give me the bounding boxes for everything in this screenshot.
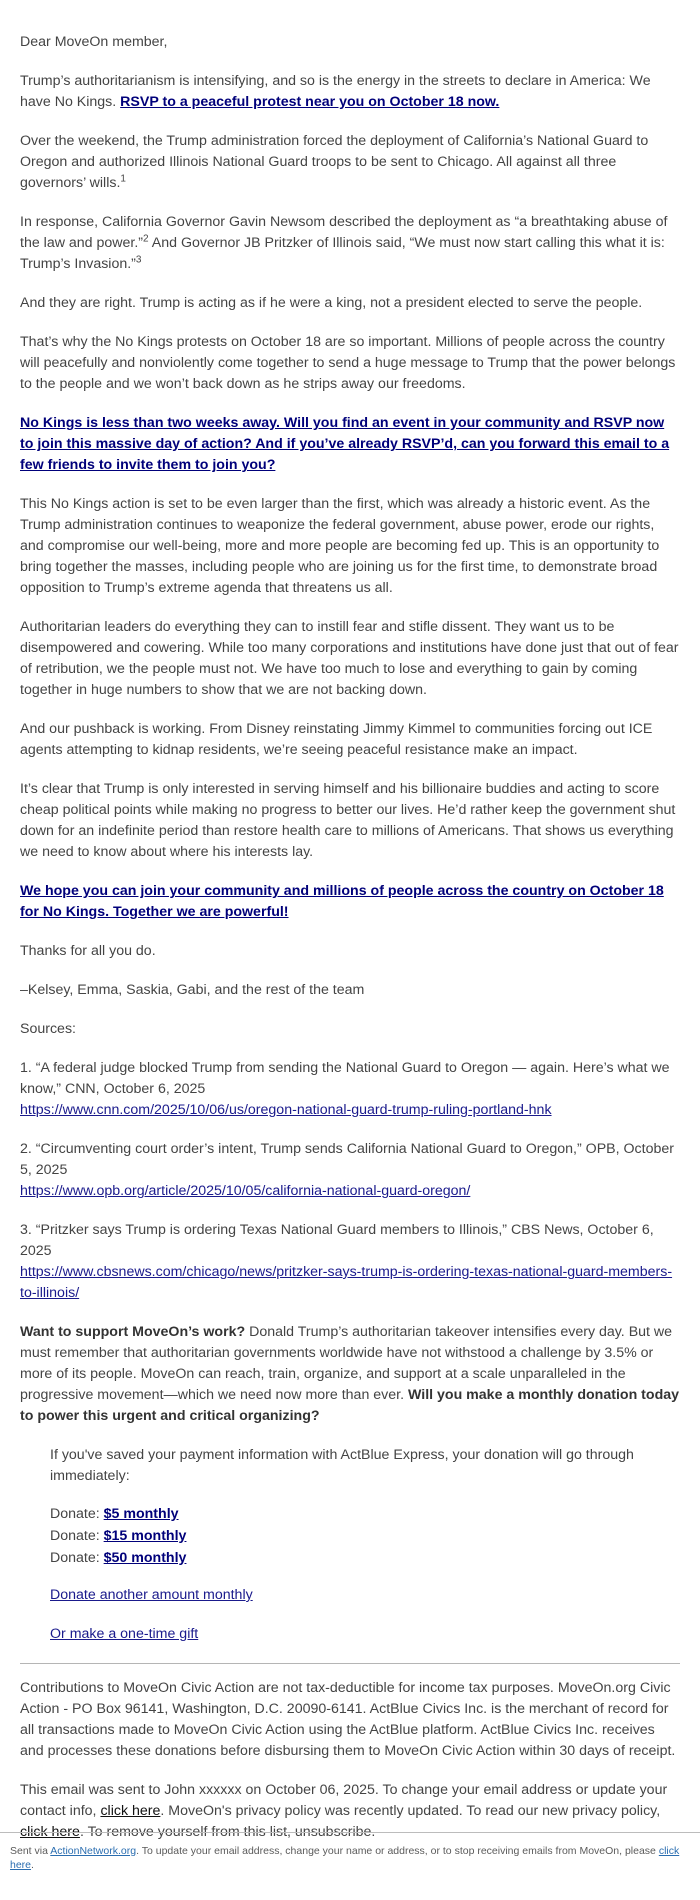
support-paragraph bbox=[20, 1322, 680, 1427]
footer-text-b: . MoveOn's privacy policy was recently updated. To read our new privacy policy, bbox=[160, 1803, 661, 1819]
response-text-a: In response, California Governor Gavin Newsom described the deployment as “a breathtaking abuse of the law and power.” bbox=[20, 214, 668, 251]
legal-disclaimer: Contributions to MoveOn Civic Action are not tax-deductible for income tax purposes. MoveOn.org Civic Action - PO Box 96141, Washington, D.C. 20090-6141. ActBlue Civics Inc. is the merchant of record for all transactions made to MoveOn Civic Action using the ActBlue platform. ActBlue Civics Inc. receives and processes these donations before disbursing them to MoveOn Civic Action within 30 days of receipt. bbox=[20, 1680, 676, 1759]
donate-15-monthly-link[interactable]: $15 monthly bbox=[103, 1528, 187, 1544]
sent-middle: . To update your email address, change your name or address, or to stop receiving emails from MoveOn, please bbox=[136, 1845, 659, 1857]
sources-label: Sources: bbox=[20, 1021, 76, 1037]
support-body: Donald Trump’s authoritarian takeover intensifies every day. But we must remember that authoritarian governments worldwide have not withstood a challenge by 3.5% or more of its people. MoveOn can reach, train, organize, and support at a scale unparalleled in the progressive movement—which we need now more than ever. bbox=[20, 1324, 673, 1403]
donate-5-monthly-link[interactable]: $5 monthly bbox=[103, 1506, 179, 1522]
donate-50-monthly-link[interactable]: $50 monthly bbox=[103, 1550, 187, 1566]
larger-action-paragraph: This No Kings action is set to be even larger than the first, which was already a historic event. As the Trump administration continues to weaponize the federal government, abuse power, erode our rights, and compromise our well-being, more and more people are becoming fed up. This is an opportunity to bring together the masses, including people who are joining us for the first time, to demonstrate broad opposition to Trump’s extreme agenda that threatens us all. bbox=[20, 496, 660, 596]
footer-text-a: This email was sent to John xxxxxx on October 06, 2025. To change your email address or update your contact info, bbox=[20, 1782, 668, 1819]
donate-other-amount-link[interactable]: Donate another amount monthly bbox=[50, 1587, 253, 1603]
one-time-gift-link[interactable]: Or make a one-time gift bbox=[50, 1626, 199, 1642]
source-url-link[interactable]: https://www.cbsnews.com/chicago/news/pritzker-says-trump-is-ordering-texas-national-guard-members-to-illinois/ bbox=[20, 1264, 673, 1301]
action-network-link[interactable]: ActionNetwork.org bbox=[50, 1845, 137, 1857]
footnote-ref-1: 1 bbox=[120, 173, 126, 185]
unsubscribe-click-here-link[interactable]: click here bbox=[10, 1845, 680, 1871]
donate-other-row bbox=[50, 1585, 680, 1606]
find-event-link[interactable]: No Kings is less than two weeks away. Will you find an event in your community and RSVP now to join this massive day of action? And if you’ve already RSVP’d, can you forward this email to a few friends to invite them to join you? bbox=[20, 415, 670, 473]
greeting: Dear MoveOn member, bbox=[20, 34, 168, 50]
donate-label: Donate: bbox=[50, 1528, 104, 1544]
footnote-ref-2: 2 bbox=[143, 233, 149, 245]
support-ask: Will you make a monthly donation today to power this urgent and critical organizing? bbox=[20, 1387, 680, 1424]
intro-paragraph bbox=[20, 71, 680, 113]
donate-one-time-row bbox=[50, 1624, 680, 1645]
join-community-link[interactable]: We hope you can join your community and millions of people across the country on October 18 for No Kings. Together we are powerful! bbox=[20, 883, 664, 920]
support-lead: Want to support MoveOn’s work? bbox=[20, 1324, 246, 1340]
divider bbox=[20, 1663, 680, 1664]
source-citation: 2. “Circumventing court order’s intent, Trump sends California National Guard to Oregon,” OPB, October 5, 2025 bbox=[20, 1141, 674, 1178]
donate-option bbox=[50, 1505, 680, 1523]
footer-text-c: . To remove yourself from this list, unsubscribe. bbox=[79, 1824, 376, 1840]
join-paragraph bbox=[20, 881, 680, 923]
sent-suffix: . bbox=[31, 1859, 34, 1871]
deployment-text: Over the weekend, the Trump administration forced the deployment of California’s National Guard to Oregon and authorized Illinois National Guard troops to be sent to Chicago. All against all three governors’ wills. bbox=[20, 133, 649, 191]
privacy-policy-link[interactable]: click here bbox=[20, 1824, 80, 1840]
deployment-paragraph bbox=[20, 131, 680, 194]
source-url-link[interactable]: https://www.cnn.com/2025/10/06/us/oregon-national-guard-trump-ruling-portland-hnk bbox=[20, 1102, 552, 1118]
source-item bbox=[20, 1139, 680, 1202]
king-paragraph: And they are right. Trump is acting as if he were a king, not a president elected to serve the people. bbox=[20, 295, 643, 311]
donate-label: Donate: bbox=[50, 1506, 104, 1522]
signoff-line: –Kelsey, Emma, Saskia, Gabi, and the rest of the team bbox=[20, 982, 365, 998]
thanks-line: Thanks for all you do. bbox=[20, 943, 156, 959]
footnote-ref-3: 3 bbox=[135, 254, 142, 266]
intro-text: Trump’s authoritarianism is intensifying, and so is the energy in the streets to declare in America: We have No Kings. bbox=[20, 73, 651, 110]
source-citation: 3. “Pritzker says Trump is ordering Texas National Guard members to Illinois,” CBS News, October 6, 2025 bbox=[20, 1222, 654, 1259]
donation-block bbox=[20, 1445, 680, 1645]
pushback-paragraph: And our pushback is working. From Disney reinstating Jimmy Kimmel to communities forcing out ICE agents attempting to kidnap residents, we’re seeing peaceful resistance make an impact. bbox=[20, 721, 653, 758]
authoritarian-paragraph: Authoritarian leaders do everything they can to instill fear and stifle dissent. They want us to be disempowered and cowering. While too many corporations and institutions have done just that out of fear of retribution, we the people must not. We have too much to lose and everything to gain by coming together in huge numbers to show that we are not backing down. bbox=[20, 619, 679, 698]
importance-paragraph: That’s why the No Kings protests on October 18 are so important. Millions of people across the country will peacefully and nonviolently come together to send a huge message to Trump that the power belongs to the people and we won’t back down as he strips away our freedoms. bbox=[20, 334, 676, 392]
sent-prefix: Sent via bbox=[10, 1845, 51, 1857]
response-text-b: And Governor JB Pritzker of Illinois said, “We must now start calling this what it is: Trump’s Invasion.” bbox=[20, 235, 665, 272]
source-url-link[interactable]: https://www.opb.org/article/2025/10/05/california-national-guard-oregon/ bbox=[20, 1183, 471, 1199]
source-citation: 1. “A federal judge blocked Trump from sending the National Guard to Oregon — again. Here’s what we know,” CNN, October 6, 2025 bbox=[20, 1060, 670, 1097]
donate-option bbox=[50, 1549, 680, 1567]
rsvp-link[interactable]: RSVP to a peaceful protest near you on October 18 now. bbox=[120, 94, 500, 110]
interests-paragraph: It’s clear that Trump is only interested in serving himself and his billionaire buddies and acting to score cheap political points while making no progress to better our lives. He’d rather keep the government shut down for an indefinite period than restore health care to millions of Americans. That shows us everything we need to know about where his interests lay. bbox=[20, 781, 676, 860]
donation-intro: If you've saved your payment information with ActBlue Express, your donation will go through immediately: bbox=[50, 1447, 634, 1484]
cta-paragraph bbox=[20, 413, 680, 476]
donate-option bbox=[50, 1527, 680, 1545]
response-paragraph bbox=[20, 212, 680, 275]
update-contact-link[interactable]: click here bbox=[100, 1803, 161, 1819]
source-item bbox=[20, 1058, 680, 1121]
sent-via-bar bbox=[0, 1832, 700, 1872]
source-item bbox=[20, 1220, 680, 1304]
donate-label: Donate: bbox=[50, 1550, 104, 1566]
